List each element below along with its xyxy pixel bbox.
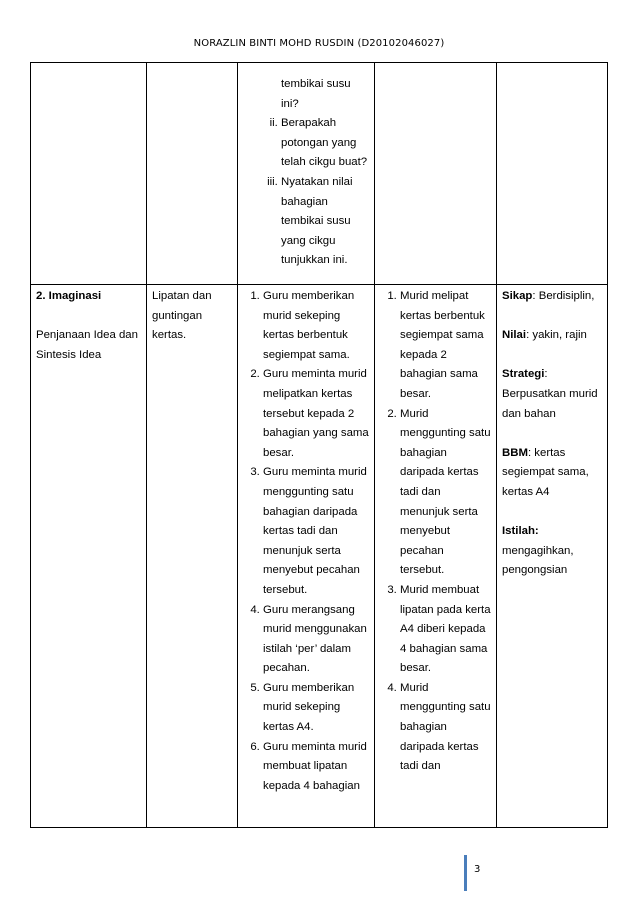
bbm-note: BBM: kertas segiempat sama, kertas A4 — [502, 446, 589, 498]
stage-title: 2. Imaginasi — [36, 290, 102, 302]
sikap-note: Sikap: Berdisiplin, — [502, 290, 595, 302]
page-number-accent — [464, 855, 467, 891]
list-continuation: ini? — [281, 97, 299, 110]
list-item: 6. Guru meminta murid membuat lipatan kepada 4 bahagian — [263, 738, 369, 797]
stage-cell — [31, 285, 147, 828]
teacher-steps-list — [243, 287, 369, 796]
student-activity-cell — [375, 285, 497, 828]
page-number: 3 — [474, 864, 481, 875]
content-text: Lipatan dan guntingan kertas. — [152, 290, 212, 342]
question-list — [243, 114, 369, 271]
student-steps-list — [380, 287, 491, 777]
notes-cell — [497, 285, 608, 828]
strategi-text: Berpusatkan murid dan bahan — [502, 387, 598, 420]
list-continuation: tembikai susu — [281, 78, 351, 90]
table-cell — [147, 63, 238, 285]
table-cell — [497, 63, 608, 285]
nilai-note: Nilai: yakin, rajin — [502, 329, 587, 342]
list-item: 1. Murid melipat kertas berbentuk segiempat sama kepada 2 bahagian sama besar. — [400, 287, 491, 405]
istilah-label: Istilah: — [502, 525, 539, 538]
table-row — [31, 63, 608, 285]
teacher-activity-cell — [238, 63, 375, 285]
list-item: 4. Murid menggunting satu bahagian daripada kertas tadi dan — [400, 679, 491, 777]
list-item: iii. Nyatakan nilai bahagian tembikai susu yang cikgu tunjukkan ini. — [281, 173, 369, 271]
list-item: 2. Murid menggunting satu bahagian daripada kertas tadi dan menunjuk serta menyebut pecahan tersebut. — [400, 405, 491, 581]
list-item: 3. Guru meminta murid menggunting satu bahagian daripada kertas tadi dan menunjuk serta menyebut pecahan tersebut. — [263, 463, 369, 600]
content-cell — [147, 285, 238, 828]
table-cell — [375, 63, 497, 285]
table-cell — [31, 63, 147, 285]
list-item: 3. Murid membuat lipatan pada kerta A4 diberi kepada 4 bahagian sama besar. — [400, 581, 491, 679]
table-row — [31, 285, 608, 828]
list-item: 5. Guru memberikan murid sekeping kertas A4. — [263, 679, 369, 738]
strategi-note: Strategi: — [502, 368, 548, 381]
page-header: NORAZLIN BINTI MOHD RUSDIN (D20102046027) — [193, 38, 445, 49]
lesson-plan-table — [30, 62, 608, 828]
stage-subtitle: Penjanaan Idea dan Sintesis Idea — [36, 329, 138, 361]
list-item: 1. Guru memberikan murid sekeping kertas berbentuk segiempat sama. — [263, 287, 369, 365]
list-item: 4. Guru merangsang murid menggunakan istilah ‘per’ dalam pecahan. — [263, 601, 369, 679]
list-item: ii. Berapakah potongan yang telah cikgu buat? — [281, 114, 369, 173]
teacher-activity-cell — [238, 285, 375, 828]
istilah-text: mengagihkan, pengongsian — [502, 544, 574, 577]
list-item: 2. Guru meminta murid melipatkan kertas tersebut kepada 2 bahagian yang sama besar. — [263, 365, 369, 463]
